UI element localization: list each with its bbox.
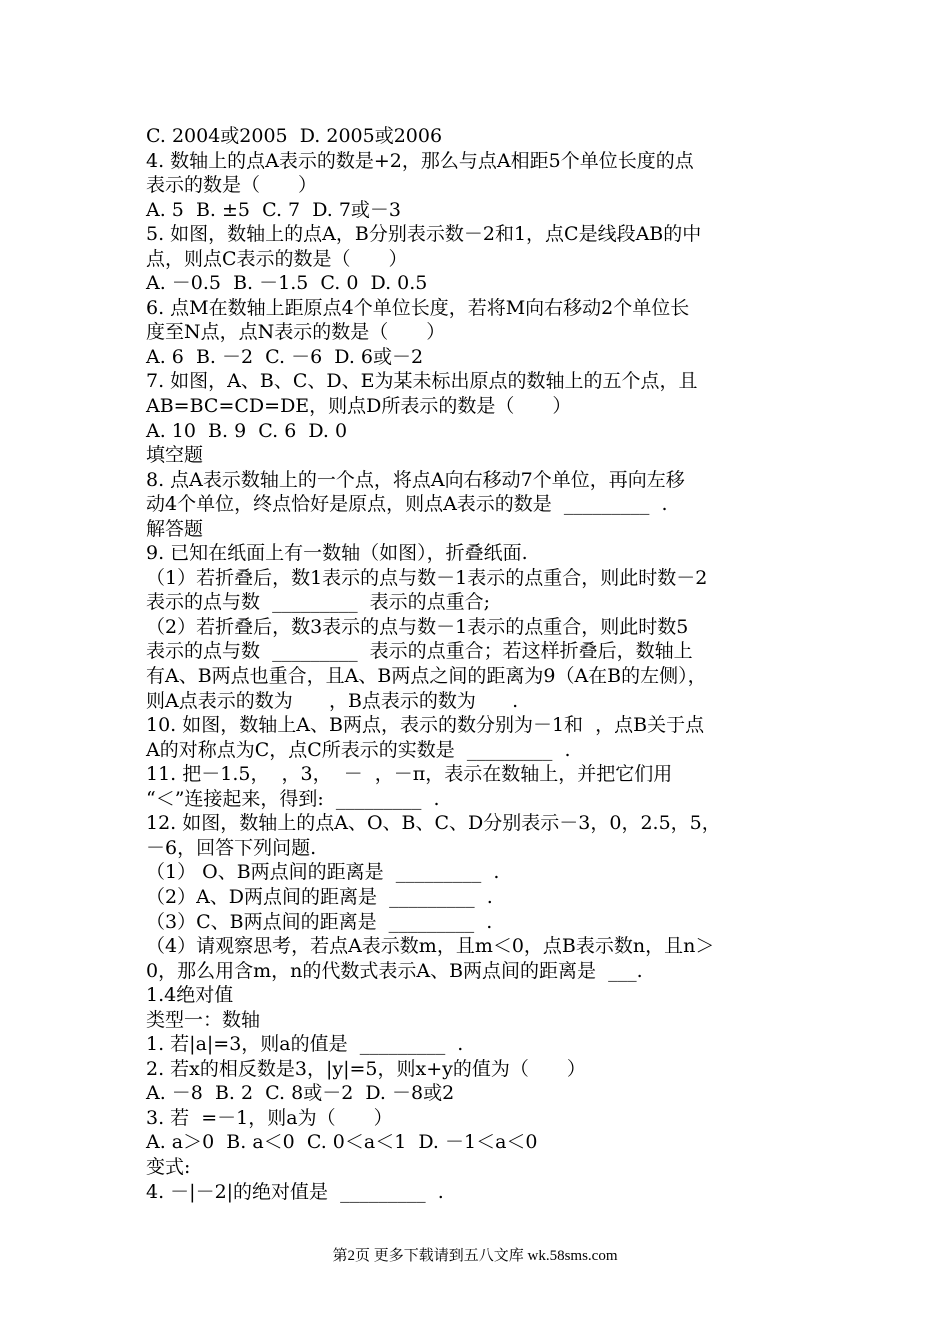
text-line: （3）C、B两点间的距离是 _________ . [146, 910, 493, 933]
text-line: A. －0.5 B. －1.5 C. 0 D. 0.5 [146, 272, 428, 295]
text-line: －6，回答下列问题. [146, 836, 317, 859]
text-line: A. 6 B. －2 C. －6 D. 6或－2 [146, 345, 424, 368]
text-line: 8. 点A表示数轴上的一个点，将点A向右移动7个单位，再向左移 [146, 468, 685, 491]
text-line: 表示的数是（ ） [146, 174, 318, 197]
text-line: （1）若折叠后，数1表示的点与数－1表示的点重合，则此时数－2 [146, 566, 708, 589]
text-line: 0，那么用含m，n的代数式表示A、B两点间的距离是 ___. [146, 959, 643, 982]
text-line: 点，则点C表示的数是（ ） [146, 247, 408, 270]
text-line: A. a＞0 B. a＜0 C. 0＜a＜1 D. －1＜a＜0 [146, 1131, 538, 1154]
section-heading: 变式: [146, 1155, 191, 1178]
text-line: 12. 如图，数轴上的点A、O、B、C、D分别表示－3，0，2.5，5， [146, 812, 721, 835]
text-line: 动4个单位，终点恰好是原点，则点A表示的数是 _________ . [146, 493, 668, 516]
text-line: （2）A、D两点间的距离是 _________ . [146, 885, 493, 908]
section-heading: 解答题 [146, 517, 204, 540]
text-line: 6. 点M在数轴上距原点4个单位长度，若将M向右移动2个单位长 [146, 296, 690, 319]
text-line: 度至N点，点N表示的数是（ ） [146, 321, 446, 344]
text-line: AB=BC=CD=DE，则点D所表示的数是（ ） [146, 395, 572, 418]
text-line: 9. 已知在纸面上有一数轴（如图），折叠纸面. [146, 542, 528, 565]
text-line: 1. 若|a|=3，则a的值是 _________ . [146, 1033, 464, 1056]
text-line: A. 10 B. 9 C. 6 D. 0 [146, 419, 348, 442]
document-body [146, 124, 822, 1204]
text-line: （2）若折叠后，数3表示的点与数－1表示的点重合，则此时数5 [146, 615, 689, 638]
section-heading: 类型一：数轴 [146, 1008, 261, 1031]
text-line: 10. 如图，数轴上A、B两点，表示的数分别为－1和 ，点B关于点 [146, 714, 705, 737]
section-heading: 1.4绝对值 [146, 984, 234, 1007]
text-line: 表示的点与数 _________ 表示的点重合; [146, 591, 491, 614]
text-line: （1） O、B两点间的距离是 _________ . [146, 861, 500, 884]
text-line: 7. 如图，A、B、C、D、E为某未标出原点的数轴上的五个点，且 [146, 370, 698, 393]
text-line: 5. 如图，数轴上的点A，B分别表示数－2和1，点C是线段AB的中 [146, 223, 702, 246]
text-line: 表示的点与数 _________ 表示的点重合；若这样折叠后，数轴上 [146, 640, 693, 663]
text-line: 有A、B两点也重合，且A、B两点之间的距离为9（A在B的左侧）， [146, 665, 707, 688]
text-line: 3. 若 =－1，则a为（ ） [146, 1106, 393, 1129]
section-heading: 填空题 [146, 444, 204, 467]
text-line: “＜”连接起来，得到: _________ . [146, 787, 440, 810]
text-line: 4. －|－2|的绝对值是 _________ . [146, 1180, 444, 1203]
text-line: 11. 把－1.5， ，3， － ，－π，表示在数轴上，并把它们用 [146, 763, 673, 786]
text-line: A. 5 B. ±5 C. 7 D. 7或－3 [146, 198, 402, 221]
text-line: （4）请观察思考，若点A表示数m，且m＜0，点B表示数n，且n＞ [146, 935, 715, 958]
text-line: A. －8 B. 2 C. 8或－2 D. －8或2 [146, 1082, 455, 1105]
text-line: 则A点表示的数为 ，B点表示的数为 . [146, 689, 519, 712]
text-line: C. 2004或2005 D. 2005或2006 [146, 125, 443, 147]
page-footer: 第2页 更多下载请到五八文库 wk.58sms.com [332, 1248, 618, 1264]
text-line: A的对称点为C，点C所表示的实数是 _________ . [146, 738, 571, 761]
text-line: 2. 若x的相反数是3，|y|=5，则x+y的值为（ ） [146, 1057, 586, 1080]
text-line: 4. 数轴上的点A表示的数是+2，那么与点A相距5个单位长度的点 [146, 149, 694, 172]
